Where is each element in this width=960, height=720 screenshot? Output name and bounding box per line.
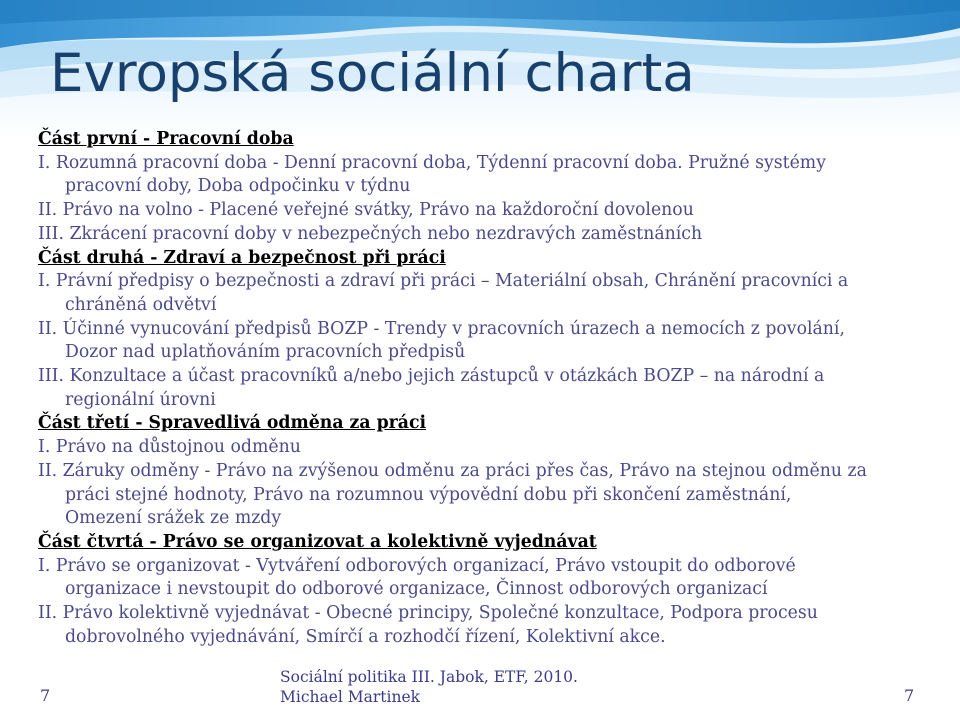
list-item-continuation: organizace i nevstoupit do odborové organizace, Činnost odborových organizací xyxy=(65,579,768,600)
page-number-left: 7 xyxy=(40,686,51,705)
footer-author: Michael Martinek xyxy=(280,688,421,706)
list-item: III. Zkrácení pracovní doby v nebezpečných nebo nezdravých zaměstnáních xyxy=(38,223,703,244)
footer-course: Sociální politika III. Jabok, ETF, 2010. xyxy=(280,668,578,686)
list-item: II. Právo na volno - Placené veřejné svátky, Právo na každoroční dovolenou xyxy=(38,200,694,221)
list-item: II. Právo kolektivně vyjednávat - Obecné principy, Společné konzultace, Podpora procesu xyxy=(38,603,818,624)
section-heading: Část čtvrtá - Právo se organizovat a kolektivně vyjednávat xyxy=(38,531,597,552)
list-item-continuation: regionální úrovni xyxy=(65,389,216,410)
slide-title: Evropská sociální charta xyxy=(50,43,695,104)
list-item-continuation: Omezení srážek ze mzdy xyxy=(65,508,282,529)
list-item-continuation: chráněná odvětví xyxy=(65,294,217,315)
section-heading: Část první - Pracovní doba xyxy=(38,129,294,149)
list-item: II. Záruky odměny - Právo na zvýšenou odměnu za práci přes čas, Právo na stejnou odměnu za xyxy=(38,460,867,481)
list-item-continuation: práci stejné hodnoty, Právo na rozumnou výpovědní dobu při skončení zaměstnání, xyxy=(65,484,792,505)
list-item: II. Účinné vynucování předpisů BOZP - Trendy v pracovních úrazech a nemocích z povolání, xyxy=(38,318,845,339)
page-number-right: 7 xyxy=(904,686,915,705)
footer-credit xyxy=(280,667,578,707)
list-item: I. Právní předpisy o bezpečnosti a zdraví při práci – Materiální obsah, Chránění pracovníci a xyxy=(38,271,849,292)
section-heading: Část třetí - Spravedlivá odměna za práci xyxy=(38,413,427,434)
section-heading: Část druhá - Zdraví a bezpečnost při práci xyxy=(38,247,446,268)
list-item: I. Rozumná pracovní doba - Denní pracovní doba, Týdenní pracovní doba. Pružné systémy xyxy=(38,152,826,173)
list-item: III. Konzultace a účast pracovníků a/nebo jejich zástupců v otázkách BOZP – na národní a xyxy=(38,366,825,387)
list-item-continuation: pracovní doby, Doba odpočinku v týdnu xyxy=(65,176,411,197)
list-item-continuation: Dozor nad uplatňováním pracovních předpisů xyxy=(65,342,466,363)
content-outline xyxy=(38,128,918,649)
list-item: I. Právo se organizovat - Vytváření odborových organizací, Právo vstoupit do odborové xyxy=(38,555,796,576)
list-item-continuation: dobrovolného vyjednávání, Smírčí a rozhodčí řízení, Kolektivní akce. xyxy=(65,626,666,647)
list-item: I. Právo na důstojnou odměnu xyxy=(38,437,301,458)
